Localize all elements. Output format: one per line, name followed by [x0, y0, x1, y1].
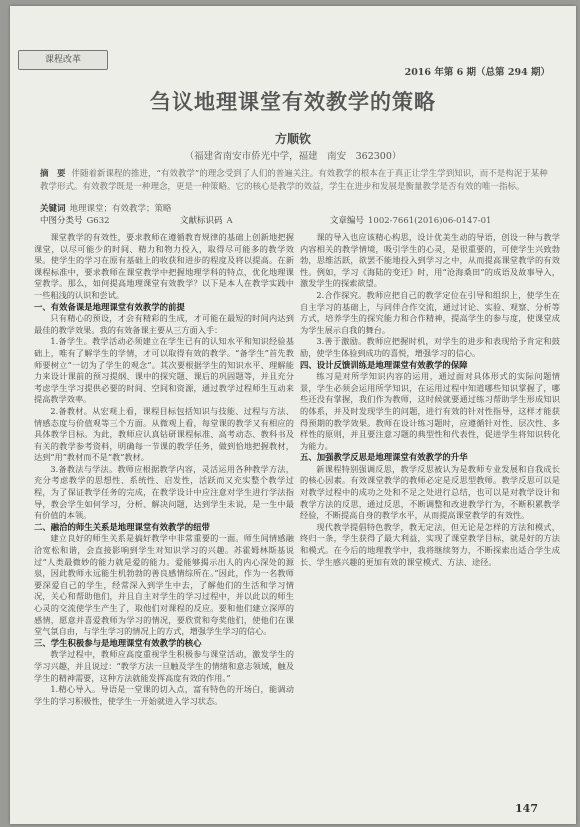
body-paragraph: 建立良好的师生关系是搞好教学中非常重要的一面。师生间情感融洽宽松和谐，会直接影响到学生对知识学习的兴趣。苏霍姆林斯基说过“人类最微妙的能力就是爱的能力。爱能够揭示出人的内心深处的源泉，因此教师永远能生机勃勃的善良感情综所在。”因此，作为一名教师要深爱自己的学生，经常深入到学生中去，了解他们的生活和学习情况，关心和帮助他们，并且自主对学生的学习过程中，并以此以的师生心灵的交流使学生产生了，取他们对课程的反应。要和他们建立深厚的感情，愿意并喜爱教师为学习的情况，要欣赏和夸奖他们，使他们在课堂气氛自由，与学生学习的情况上的方式，增强学生学习的信心。 — [34, 533, 294, 637]
keywords — [40, 202, 172, 214]
page-number: 147 — [515, 802, 538, 815]
body-paragraph: 1.备学生。教学活动必须建立在学生已有的认知水平和知识经验基础上，唯有了解学生的学情，才可以取得有效的教学。“备学生”首先教师要树立“一切为了学生的观念”。其次要根据学生的知识水平、理解能力来设计课前的预习提纲、课中的探究题、课后的巩固题等，并且充分考虑学生学习提供必要的时间、空间和资源，通过教学过程师生互动来提高教学效率。 — [34, 336, 294, 405]
body-paragraph: 只有精心的预设，才会有精彩的生成，才可能在最短的时间内达到最佳的教学效果。我的有效备课主要从三方面入手： — [34, 313, 294, 335]
body-paragraph: 练习是对所学知识内容的运用，通过面对具体形式的实际问题情景，学生必须会运用所学知识，在运用过程中知道哪些知识掌握了，哪些还没有掌握，我们作为教师，这时候就要通过练习帮助学生形成知识的体系，并及时发现学生的问题，进行有效的针对性指导，这样才能获得预期的教学效果。教师在设计练习题时，应遵循针对性、层次性、多样性的原则，并且要注意习题的典型性和代表性，促进学生将知识转化为能力。 — [300, 371, 560, 451]
body-paragraph: 3.善于激励。教师应把握时机，对学生的进步和表现给予肯定和鼓励，使学生体验到成功的喜悦，增强学习的信心。 — [300, 336, 560, 358]
clc-number — [40, 214, 110, 226]
article-number — [330, 214, 491, 226]
document-code — [180, 214, 233, 226]
article-no-label: 文章编号 — [330, 216, 365, 226]
abstract — [40, 168, 552, 193]
section-banner: 课程改革 — [18, 50, 108, 70]
section-heading: 一、有效备课是地理课堂有效教学的前提 — [34, 301, 185, 312]
abstract-text: 伴随着新课程的推进，“有效教学”的理念受到了人们的普遍关注。有效教学的根本在于真正让学生学到知识，而不是构泥于某种教学形式。有效教学既是一种理念，更是一种策略。它的核心是教学的效益，学生在进步和发展是衡量教学是否有效的唯一指标。 — [40, 169, 548, 192]
clc-label: 中图分类号 — [40, 216, 83, 226]
clc-value: G632 — [86, 216, 110, 226]
article-title: 刍议地理课堂有效教学的策略 — [150, 89, 436, 114]
body-paragraph: 教学过程中，教师应高度重视学生积极参与课堂活动，激发学生的学习兴趣，并且说过：“教学方法一旦触及学生的情绪和意志领域，触及学生的精神需要，这种方法就能发挥高度有效的作用。” — [34, 649, 294, 683]
body-paragraph: 1.精心导入。导语是一堂课的切入点，富有特色的开场白，能调动学生的学习积极性，使学生一开始就进入学习状态。 — [34, 684, 294, 706]
journal-page — [10, 6, 576, 824]
body-paragraph: 课堂教学的有效性，要求教师在遵循教育规律的基础上创新地把握课堂，以尽可能少的时间、精力和物力投入，取得尽可能多的教学效果。使学生的学习在原有基础上的收获和进步的程度及将以提高。在新课程标准中，要求教师在课堂教学中把握地理学科的特点，优化地理课堂教学。那么，如何提高地理课堂有效教学？以下是本人在教学实践中一些粗浅的认识和尝试。 — [34, 232, 294, 300]
doc-code-label: 文献标识码 — [180, 216, 223, 226]
keywords-label: 关键词 — [40, 204, 66, 214]
body-paragraph: 现代教学提倡特色教学，教无定法，但无论是怎样的方法和模式，终归一条，学生获得了最大利益，实现了课堂教学目标，就是好的方法和模式。在今后的地理教学中，我将继续努力，不断探索出适合学生成长、学生感兴趣的更加有效的课堂模式、方法、途径。 — [300, 521, 560, 567]
section-heading: 二、融洽的师生关系是地理课堂有效教学的纽带 — [34, 521, 210, 532]
section-heading: 五、加强教学反思是地理课堂有效教学的升华 — [300, 452, 468, 463]
author-name: 方顺钦 — [274, 132, 311, 146]
left-column — [34, 232, 294, 707]
issue-info: 2016 年第 6 期（总第 294 期） — [404, 67, 550, 78]
doc-code-value: A — [226, 216, 233, 226]
right-column — [300, 232, 560, 568]
author-affiliation: （福建省南安市侨光中学，福建 南安 362300） — [184, 151, 402, 162]
article-no-value: 1002-7661(2016)06-0147-01 — [368, 216, 492, 226]
body-paragraph: 课的导入也应该精心构思，设计优美生动的导语，创设一种与教学内容相关的教学情境，吸引学生的心灵，是很重要的，可使学生兴致勃勃，思维活跃，欲罢不能地投入到学习之中，从而提高课堂教学的有效性。例如，学习《海陆的变迁》时，用“沧海桑田”的成语及故事导入，激发学生的探索欲望。 — [300, 232, 560, 289]
abstract-label: 摘 要 — [40, 169, 66, 179]
body-paragraph: 3.备教法与学法。教师应根据教学内容，灵活运用各种教学方法，充分考虑教学的思想性、系统性、启发性，活跃而又充实整个教学过程，为了保证教学任务的完成，在教学设计中应注意对学生进行学法指导，教会学生如何学习，分析、解决问题，达到学生未说，是一生中最有价值的本领。 — [34, 463, 294, 521]
keywords-text: 地理课堂；有效教学；策略 — [69, 204, 172, 214]
body-paragraph: 新课程特别强调反思，教学反思被认为是教师专业发展和自我成长的核心因素。有效课堂教学的教师必定是反思型教师。教学反思可以是对教学过程中的成功之处和不足之处进行总结，也可以是对教学设计和教学方法的反思，通过反思，不断调整和改进教学行为，不断积累教学经验，不断提高自身的教学水平，从而提高课堂教学的有效性。 — [300, 463, 560, 521]
body-paragraph: 2.备教材。从宏观上看，课程目标包括知识与技能、过程与方法、情感态度与价值观等三个方面。从微观上看，每堂课的教学又有相应的具体教学目标。为此，教师应认真钻研课程标准、高考动态、教科书及有关的教学参考资料，明确每一节课的教学任务，做到恰地把握教材，达到“用”教材而不是“教”教材。 — [34, 405, 294, 463]
body-paragraph: 2.合作探究。教师应把自己的教学定位在引导和组织上，使学生在自主学习的基础上，与同伴合作交流，通过讨论、实验、观察、分析等方式，培养学生的探究能力和合作精神，提高学生的参与度，使课堂成为学生展示自我的舞台。 — [300, 289, 560, 335]
section-heading: 三、学生积极参与是地理课堂有效教学的核心 — [34, 637, 202, 648]
section-heading: 四、设计反馈训练是地理课堂有效教学的保障 — [300, 359, 468, 370]
